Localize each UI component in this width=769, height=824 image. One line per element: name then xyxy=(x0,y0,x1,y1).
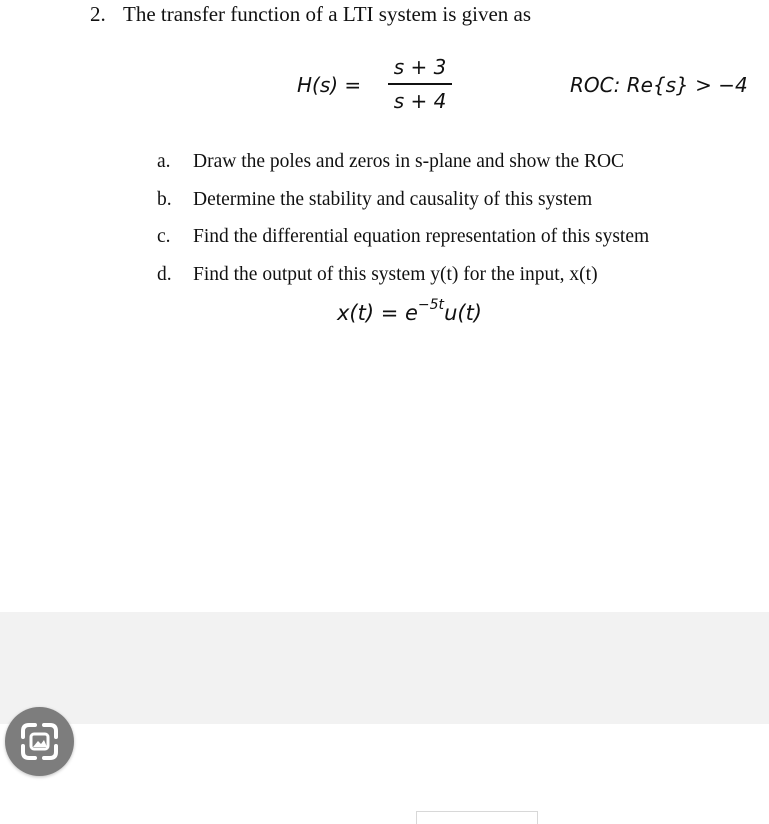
part-label: d. xyxy=(157,263,172,285)
visual-search-button[interactable] xyxy=(5,707,74,776)
question-parts xyxy=(157,150,649,300)
input-rhs: u(t) xyxy=(444,301,482,325)
part-c xyxy=(157,225,649,263)
input-lhs: x(t) = e xyxy=(337,301,418,325)
region-of-convergence: ROC: Re{s} > −4 xyxy=(570,73,748,97)
part-label: b. xyxy=(157,188,172,210)
part-text: Draw the poles and zeros in s-plane and show the ROC xyxy=(193,151,625,172)
fraction-bar xyxy=(388,83,452,85)
part-b xyxy=(157,188,649,226)
card-stub xyxy=(416,811,538,824)
part-a xyxy=(157,150,649,188)
question-number: 2. xyxy=(90,2,106,26)
visual-search-icon xyxy=(5,707,74,776)
input-exponent: −5t xyxy=(417,297,445,313)
part-text: Find the differential equation representation of this system xyxy=(193,226,650,247)
question-intro: The transfer function of a LTI system is given as xyxy=(123,2,532,26)
question-heading xyxy=(90,2,531,27)
lower-area xyxy=(0,724,769,821)
input-signal-equation xyxy=(337,297,482,325)
part-text: Find the output of this system y(t) for the input, x(t) xyxy=(193,263,598,285)
part-text: Determine the stability and causality of this system xyxy=(193,188,593,210)
part-label: a. xyxy=(157,151,171,172)
part-label: c. xyxy=(157,226,171,247)
transfer-function-lhs: H(s) = xyxy=(297,73,362,97)
fraction-numerator: s + 3 xyxy=(393,55,447,79)
transfer-function-fraction xyxy=(388,53,452,115)
part-d xyxy=(157,263,649,301)
fraction-denominator: s + 4 xyxy=(393,89,447,113)
gray-panel xyxy=(0,612,769,724)
